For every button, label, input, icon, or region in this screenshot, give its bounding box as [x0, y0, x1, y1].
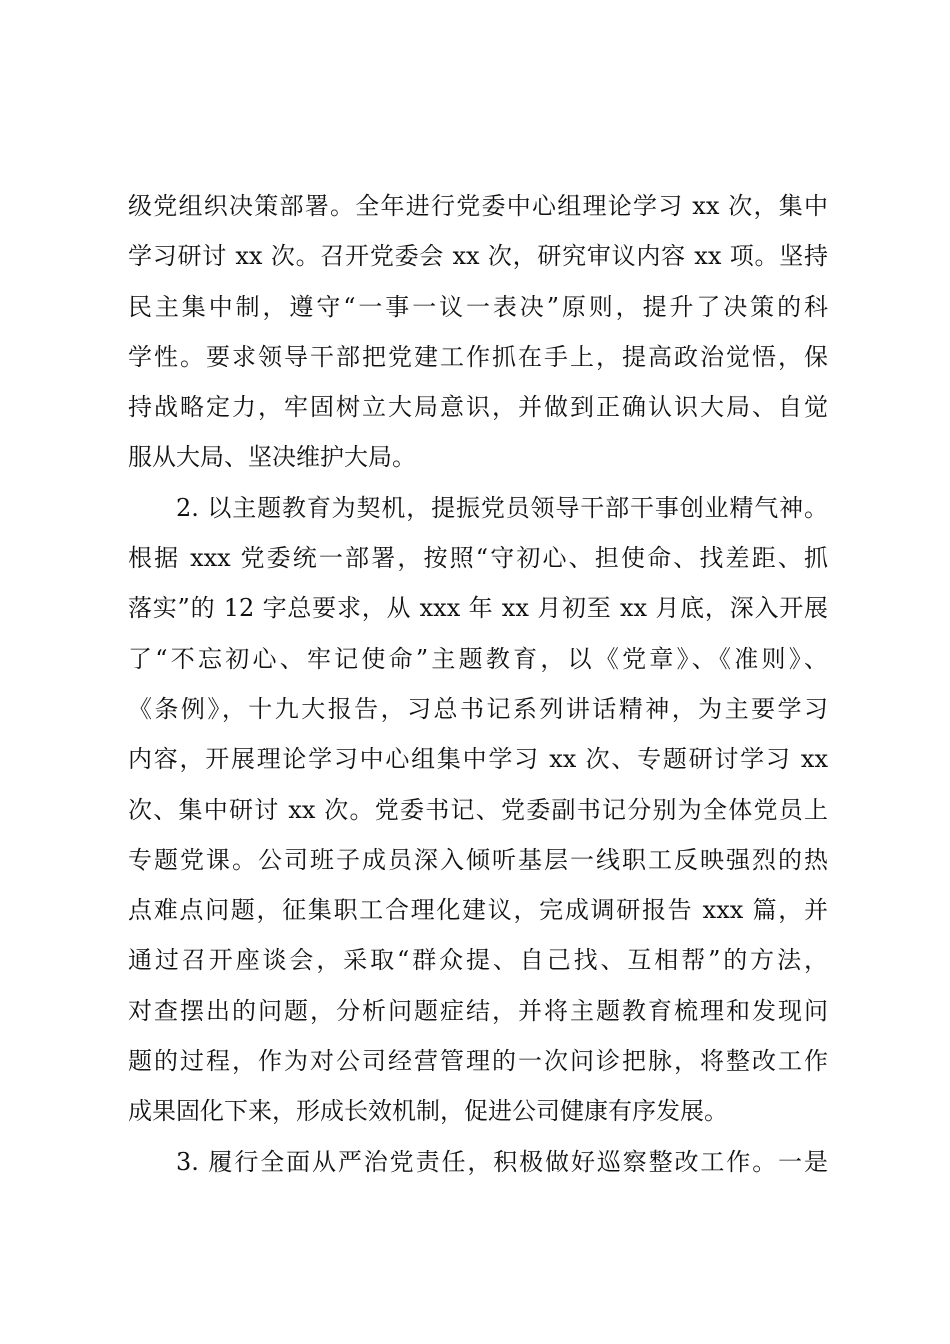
text-line: 级党组织决策部署。全年进行党委中心组理论学习 xx 次，集中 [128, 192, 828, 220]
text-line: 内容，开展理论学习中心组集中学习 xx 次、专题研讨学习 xx [128, 745, 828, 774]
text-line: 次、集中研讨 xx 次。党委书记、党委副书记分别为全体党员上 [128, 795, 828, 824]
text-line: 通过召开座谈会，采取“群众提、自己找、互相帮”的方法， [128, 946, 828, 975]
text-line: 对查摆出的问题，分析问题症结，并将主题教育梳理和发现问 [128, 996, 828, 1025]
text-line: 服从大局、坚决维护大局。 [128, 443, 416, 472]
paragraph-heading-2: 2. 以主题教育为契机，提振党员领导干部干事创业精气神。 [176, 493, 828, 522]
text-line: 持战略定力，牢固树立大局意识，并做到正确认识大局、自觉 [128, 393, 828, 422]
text-line: 了“不忘初心、牢记使命”主题教育，以《党章》、《准则》、 [128, 644, 828, 673]
text-line: 题的过程，作为对公司经营管理的一次问诊把脉，将整改工作 [128, 1047, 828, 1076]
text-line: 民主集中制，遵守“一事一议一表决”原则，提升了决策的科 [128, 292, 828, 321]
text-line: 《条例》，十九大报告，习总书记系列讲话精神，为主要学习 [128, 694, 828, 723]
text-line: 落实”的 12 字总要求，从 xxx 年 xx 月初至 xx 月底，深入开展 [128, 594, 828, 623]
text-line: 学习研讨 xx 次。召开党委会 xx 次，研究审议内容 xx 项。坚持 [128, 242, 828, 271]
text-line: 专题党课。公司班子成员深入倾听基层一线职工反映强烈的热 [128, 845, 828, 874]
text-line: 点难点问题，征集职工合理化建议，完成调研报告 xxx 篇，并 [128, 896, 828, 925]
body-text [128, 181, 828, 1187]
text-line: 根据 xxx 党委统一部署，按照“守初心、担使命、找差距、抓 [128, 544, 828, 573]
paragraph-heading-3: 3. 履行全面从严治党责任，积极做好巡察整改工作。一是 [176, 1147, 828, 1176]
text-line: 成果固化下来，形成长效机制，促进公司健康有序发展。 [128, 1097, 728, 1126]
text-line: 学性。要求领导干部把党建工作抓在手上，提高政治觉悟，保 [128, 342, 828, 371]
